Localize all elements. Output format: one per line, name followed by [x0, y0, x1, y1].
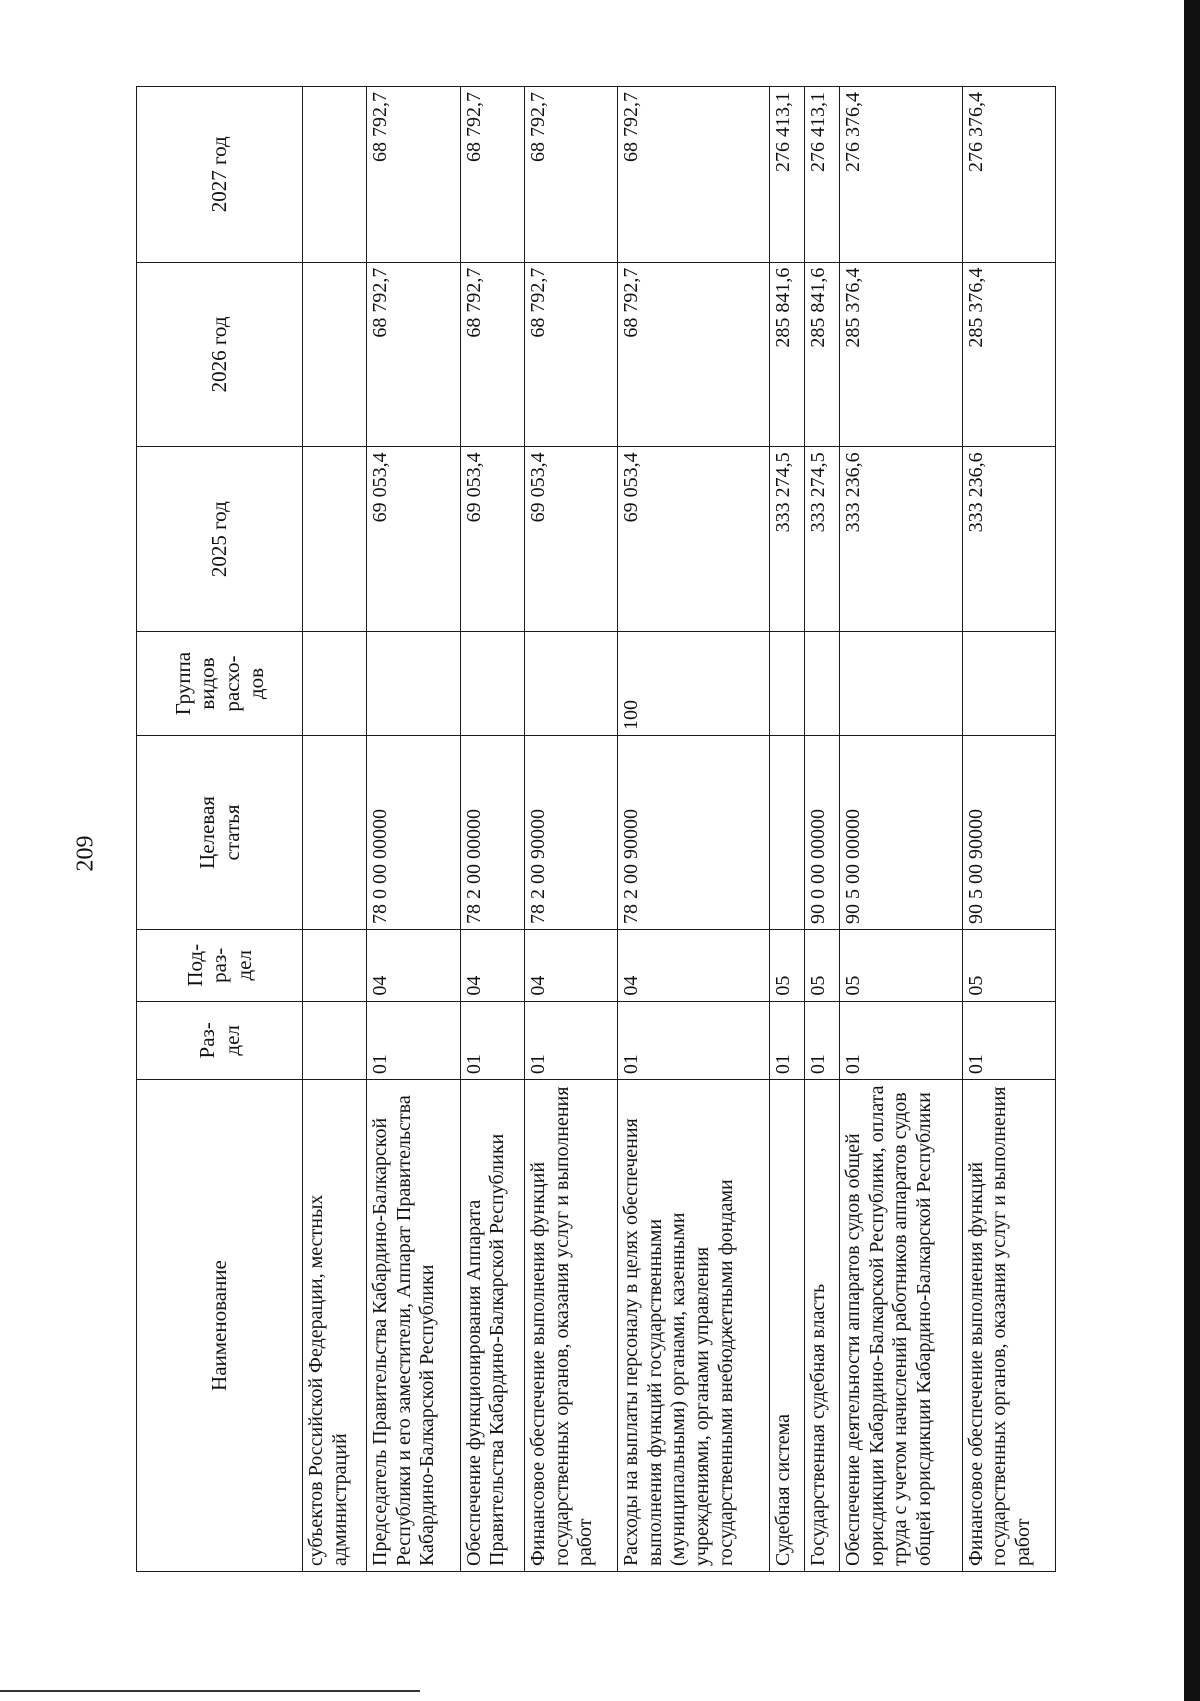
cell-2025: 333 274,5: [769, 447, 804, 632]
header-2027: 2027 год: [137, 87, 303, 263]
cell-2025: 69 053,4: [460, 447, 524, 632]
table-row: [303, 87, 367, 1572]
cell-2026: 68 792,7: [618, 262, 769, 447]
cell-2026: 285 376,4: [840, 262, 962, 447]
cell-expense-group: [962, 632, 1055, 736]
cell-target-article: 78 2 00 90000: [524, 736, 617, 930]
cell-2027: 276 413,1: [769, 87, 804, 263]
table-row: [367, 87, 460, 1572]
cell-section: [303, 1001, 367, 1080]
cell-target-article: [769, 736, 804, 930]
cell-2027: 68 792,7: [460, 87, 524, 263]
header-section: Раз- дел: [137, 1001, 303, 1080]
cell-2027: 276 376,4: [840, 87, 962, 263]
cell-section: 01: [367, 1001, 460, 1080]
cell-subsection: 04: [618, 929, 769, 1001]
header-2026: 2026 год: [137, 262, 303, 447]
header-target-article: Целевая статья: [137, 736, 303, 930]
cell-section: 01: [618, 1001, 769, 1080]
cell-name: Финансовое обеспечение выполнения функций государственных органов, оказания услуг и выполнения работ: [524, 1080, 617, 1572]
header-subsection: Под- раз- дел: [137, 929, 303, 1001]
cell-subsection: 05: [840, 929, 962, 1001]
cell-expense-group: [840, 632, 962, 736]
header-name: Наименование: [137, 1080, 303, 1572]
cell-name: Обеспечение функционирования Аппарата Правительства Кабардино-Балкарской Республики: [460, 1080, 524, 1572]
table-row: [769, 87, 804, 1572]
cell-target-article: 90 0 00 00000: [804, 736, 839, 930]
cell-name: Государственная судебная власть: [804, 1080, 839, 1572]
cell-section: 01: [524, 1001, 617, 1080]
cell-2026: 285 376,4: [962, 262, 1055, 447]
cell-subsection: 05: [962, 929, 1055, 1001]
cell-2026: [303, 262, 367, 447]
rotated-table-container: [136, 86, 1056, 1572]
cell-expense-group: [804, 632, 839, 736]
cell-expense-group: [769, 632, 804, 736]
cell-subsection: 04: [460, 929, 524, 1001]
cell-target-article: 78 0 00 00000: [367, 736, 460, 930]
cell-section: 01: [962, 1001, 1055, 1080]
cell-subsection: 05: [804, 929, 839, 1001]
cell-2025: [303, 447, 367, 632]
cell-subsection: 04: [524, 929, 617, 1001]
scan-edge-bar: [1184, 0, 1200, 1701]
cell-subsection: 05: [769, 929, 804, 1001]
header-expense-group: Группа видов расхо- дов: [137, 632, 303, 736]
cell-expense-group: 100: [618, 632, 769, 736]
cell-name: Обеспечение деятельности аппаратов судов общей юрисдикции Кабардино-Балкарской Республики, оплата труда с учетом начислений работников аппаратов судов общей юрисдикции Кабардино-Балкарской Республики: [840, 1080, 962, 1572]
cell-2027: 68 792,7: [524, 87, 617, 263]
cell-expense-group: [460, 632, 524, 736]
cell-target-article: 78 2 00 90000: [618, 736, 769, 930]
cell-2027: 276 413,1: [804, 87, 839, 263]
page-number: 209: [72, 835, 99, 872]
table-row: [618, 87, 769, 1572]
cell-2025: 69 053,4: [367, 447, 460, 632]
cell-target-article: 78 2 00 00000: [460, 736, 524, 930]
cell-subsection: [303, 929, 367, 1001]
table-row: [804, 87, 839, 1572]
cell-2025: 333 236,6: [962, 447, 1055, 632]
table-body: [303, 87, 1056, 1572]
cell-2026: 285 841,6: [804, 262, 839, 447]
cell-name: Председатель Правительства Кабардино-Балкарской Республики и его заместители, Аппарат Правительства Кабардино-Балкарской Республики: [367, 1080, 460, 1572]
cell-2025: 69 053,4: [618, 447, 769, 632]
cell-name: субъектов Российской Федерации, местных администраций: [303, 1080, 367, 1572]
table-row: [962, 87, 1055, 1572]
cell-2027: 68 792,7: [618, 87, 769, 263]
cell-2027: 68 792,7: [367, 87, 460, 263]
cell-2027: [303, 87, 367, 263]
table-row: [460, 87, 524, 1572]
cell-target-article: 90 5 00 00000: [840, 736, 962, 930]
cell-2026: 285 841,6: [769, 262, 804, 447]
cell-target-article: [303, 736, 367, 930]
cell-name: Судебная система: [769, 1080, 804, 1572]
table-header-row: [137, 87, 303, 1572]
cell-2026: 68 792,7: [367, 262, 460, 447]
cell-2025: 333 236,6: [840, 447, 962, 632]
cell-2025: 69 053,4: [524, 447, 617, 632]
cell-2027: 276 376,4: [962, 87, 1055, 263]
budget-table: [136, 86, 1056, 1572]
cell-subsection: 04: [367, 929, 460, 1001]
cell-section: 01: [804, 1001, 839, 1080]
table-row: [840, 87, 962, 1572]
cell-2026: 68 792,7: [524, 262, 617, 447]
cell-section: 01: [460, 1001, 524, 1080]
cell-2026: 68 792,7: [460, 262, 524, 447]
cell-name: Расходы на выплаты персоналу в целях обеспечения выполнения функций государственными (муниципальными) органами, казенными учреждениями, органами управления государственными внебюджетными фондами: [618, 1080, 769, 1572]
cell-target-article: 90 5 00 90000: [962, 736, 1055, 930]
cell-section: 01: [840, 1001, 962, 1080]
cell-expense-group: [367, 632, 460, 736]
cell-section: 01: [769, 1001, 804, 1080]
table-row: [524, 87, 617, 1572]
scan-artifact-line: [0, 1690, 420, 1692]
cell-expense-group: [303, 632, 367, 736]
cell-2025: 333 274,5: [804, 447, 839, 632]
header-2025: 2025 год: [137, 447, 303, 632]
cell-expense-group: [524, 632, 617, 736]
cell-name: Финансовое обеспечение выполнения функций государственных органов, оказания услуг и выполнения работ: [962, 1080, 1055, 1572]
